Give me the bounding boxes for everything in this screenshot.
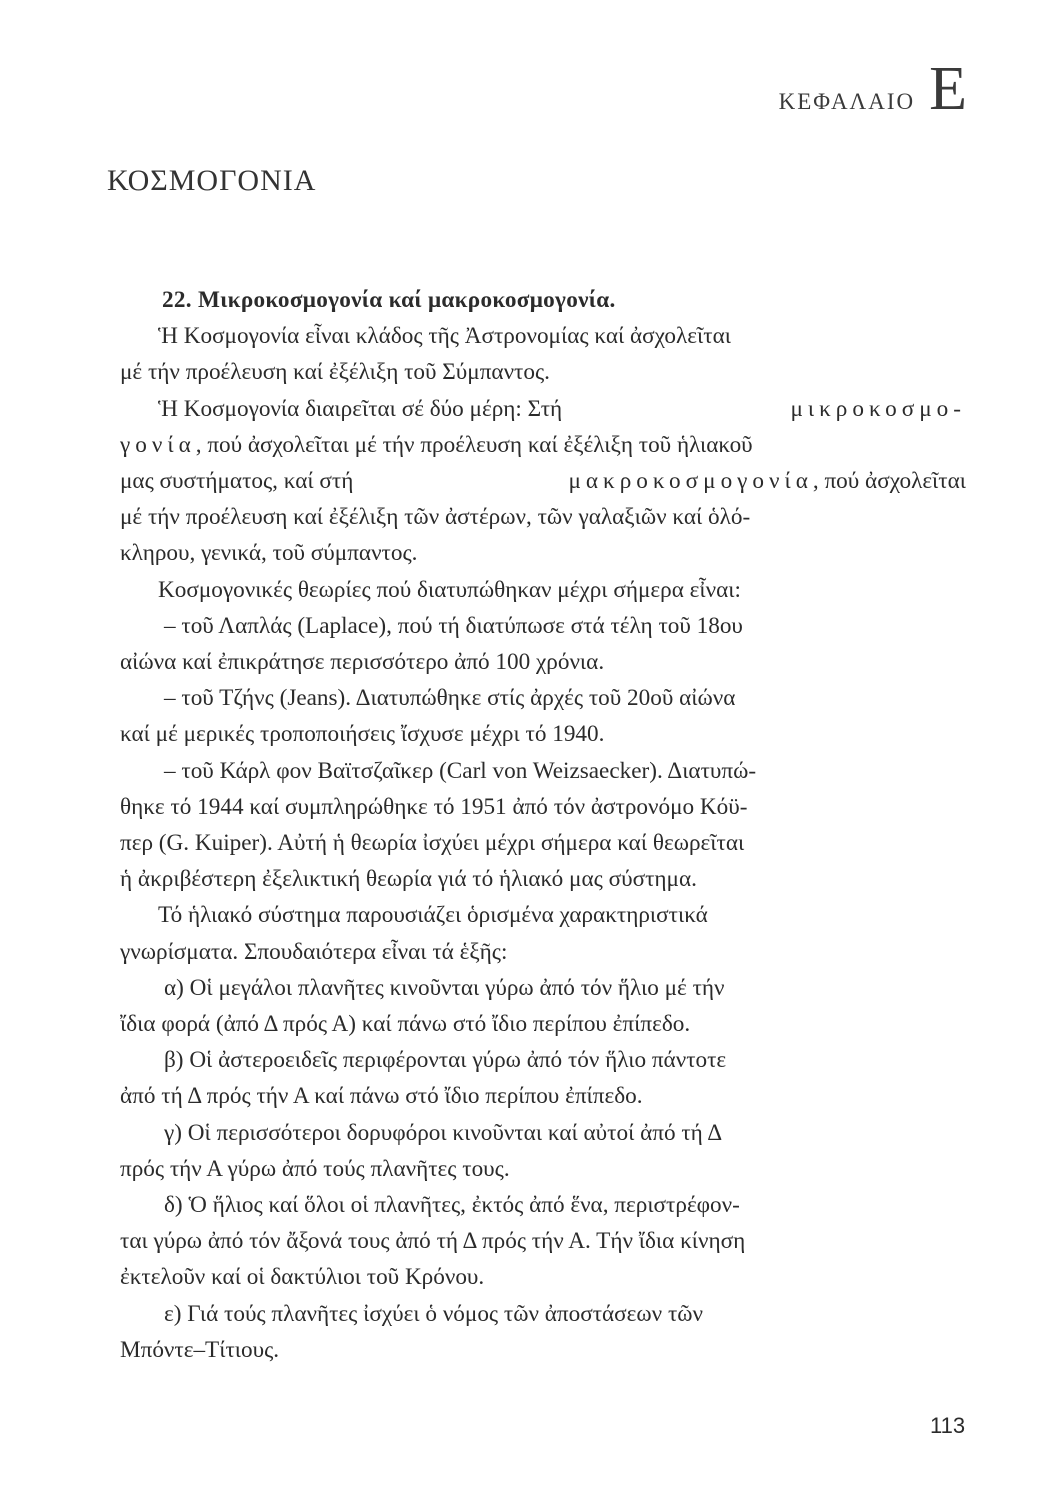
text-line: ἀπό τή Δ πρός τήν Α καί πάνω στό ἴδιο περίπου ἐπίπεδο.: [120, 1083, 643, 1110]
text-line: αἰώνα καί ἐπικράτησε περισσότερο ἀπό 100 χρόνια.: [120, 649, 605, 676]
text-line: καί μέ μερικές τροποποιήσεις ἴσχυσε μέχρι τό 1940.: [120, 721, 605, 748]
emphasized-term: μικροκοσμο-: [790, 395, 966, 422]
text-line: [120, 391, 966, 427]
text-line: α) Οἱ μεγάλοι πλανῆτες κινοῦνται γύρω ἀπό τόν ἥλιο μέ τήν: [164, 974, 725, 1001]
text-line: ε) Γιά τούς πλανῆτες ἰσχύει ὁ νόμος τῶν ἀποστάσεων τῶν: [164, 1300, 704, 1327]
chapter-label: [778, 55, 967, 123]
text-line: ται γύρω ἀπό τόν ἄξονά τους ἀπό τή Δ πρός τήν Α. Τήν ἴδια κίνηση: [120, 1228, 746, 1255]
text-line: ἐκτελοῦν καί οἱ δακτύλιοι τοῦ Κρόνου.: [120, 1264, 485, 1291]
emphasized-term: μακροκοσμογονία: [568, 468, 813, 495]
text-span: μας συστήματος, καί στή: [120, 468, 354, 495]
text-span: [568, 463, 966, 499]
chapter-word: ΚΕΦΑΛΑΙΟ: [778, 89, 916, 114]
text-line: Κοσμογονικές θεωρίες πού διατυπώθηκαν μέχρι σήμερα εἶναι:: [158, 576, 741, 603]
text-line: κληρου, γενικά, τοῦ σύμπαντος.: [120, 540, 418, 567]
chapter-letter: Ε: [929, 55, 967, 123]
text-line: β) Οἱ ἀστεροειδεῖς περιφέρονται γύρω ἀπό τόν ἥλιο πάντοτε: [164, 1047, 727, 1074]
text-line: γ) Οἱ περισσότεροι δορυφόροι κινοῦνται καί αὐτοί ἀπό τή Δ: [164, 1119, 723, 1146]
text-line: [120, 427, 966, 463]
text-span: , πού ἀσχολεῖται: [812, 468, 966, 495]
text-line: θηκε τό 1944 καί συμπληρώθηκε τό 1951 ἀπό τόν ἀστρονόμο Κόϋ-: [120, 793, 748, 820]
text-line: ἴδια φορά (ἀπό Δ πρός Α) καί πάνω στό ἴδιο περίπου ἐπίπεδο.: [120, 1011, 691, 1038]
text-line: ἡ ἀκριβέστερη ἐξελικτική θεωρία γιά τό ἡλιακό μας σύστημα.: [120, 866, 697, 893]
text-line: – τοῦ Κάρλ φον Βαϊτσζαῖκερ (Carl von Weizsaecker). Διατυπώ-: [164, 757, 757, 784]
text-line: περ (G. Kuiper). Αὐτή ἡ θεωρία ἰσχύει μέχρι σήμερα καί θεωρεῖται: [120, 830, 745, 857]
emphasized-term: γονία: [120, 431, 196, 458]
text-line: Ἡ Κοσμογονία εἶναι κλάδος τῆς Ἀστρονομίας καί ἀσχολεῖται: [158, 323, 731, 350]
text-line: μέ τήν προέλευση καί ἐξέλιξη τῶν ἀστέρων, τῶν γαλαξιῶν καί ὁλό-: [120, 504, 751, 531]
text-line: Τό ἡλιακό σύστημα παρουσιάζει ὁρισμένα χαρακτηριστικά: [158, 902, 708, 929]
text-line: [120, 463, 966, 499]
chapter-title: ΚΟΣΜΟΓΟΝΙΑ: [107, 164, 317, 197]
text-span: Ἡ Κοσμογονία διαιρεῖται σέ δύο μέρη: Στή: [158, 395, 563, 422]
text-line: δ) Ὁ ἥλιος καί ὅλοι οἱ πλανῆτες, ἐκτός ἀπό ἕνα, περιστρέφον-: [164, 1192, 740, 1219]
text-line: Μπόντε–Τίτιους.: [120, 1336, 280, 1363]
section-body: [120, 282, 966, 1368]
text-line: πρός τήν Α γύρω ἀπό τούς πλανῆτες τους.: [120, 1155, 510, 1182]
text-line: μέ τήν προέλευση καί ἐξέλιξη τοῦ Σύμπαντος.: [120, 359, 550, 386]
text-line: – τοῦ Λαπλάς (Laplace), πού τή διατύπωσε στά τέλη τοῦ 18ου: [164, 612, 743, 639]
page-number: 113: [930, 1413, 966, 1438]
text-span: , πού ἀσχολεῖται μέ τήν προέλευση καί ἐξέλιξη τοῦ ἡλιακοῦ: [195, 431, 753, 458]
text-line: – τοῦ Τζήνς (Jeans). Διατυπώθηκε στίς ἀρχές τοῦ 20οῦ αἰώνα: [164, 685, 736, 712]
section-heading: 22. Μικροκοσμογονία καί μακροκοσμογονία.: [162, 287, 616, 313]
text-line: γνωρίσματα. Σπουδαιότερα εἶναι τά ἑξῆς:: [120, 938, 508, 965]
